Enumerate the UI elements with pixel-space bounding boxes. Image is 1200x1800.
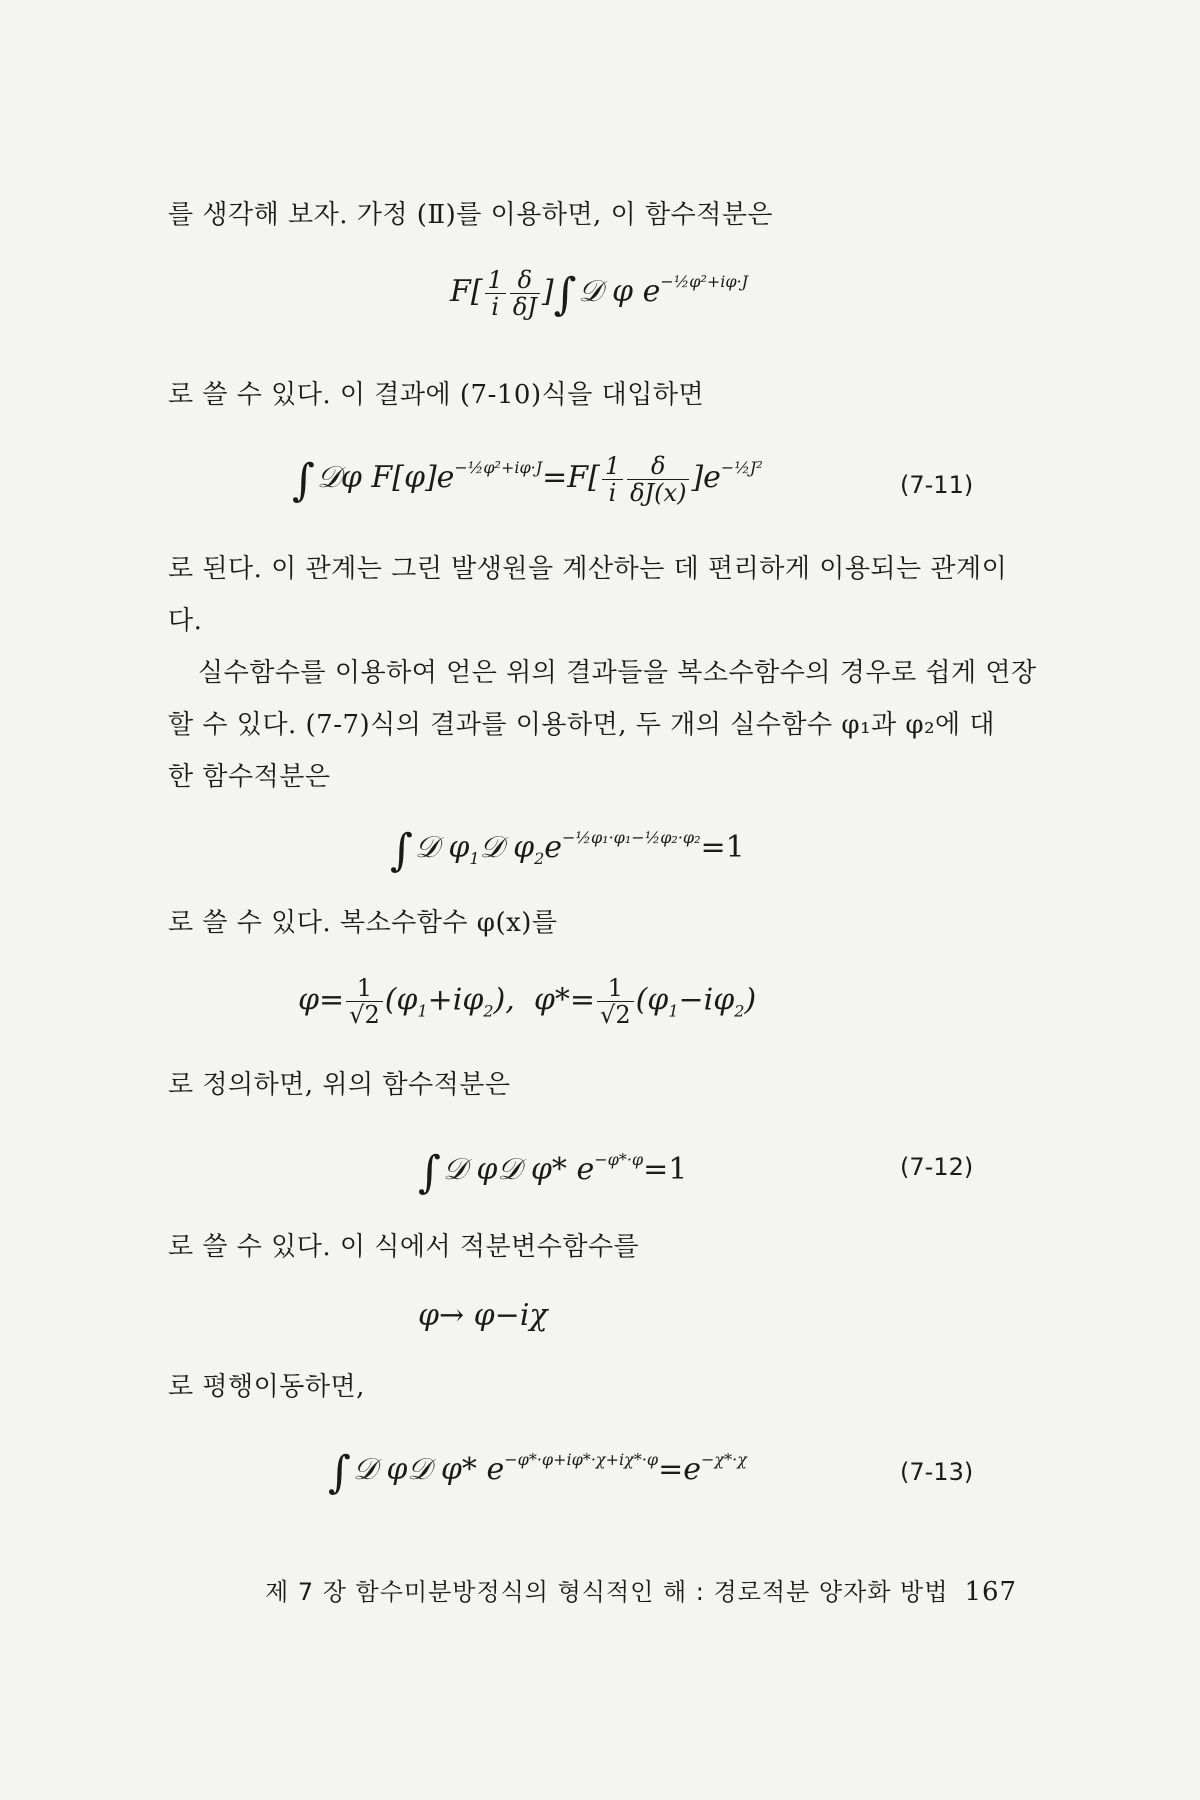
equation-7-11: ∫𝒟φ $F[\varphi]e^{-\frac{1}{2}\varphi^2+i\varphi\cdot J}=F$[ $\frac{1}{i}$ $\frac{\delta}{\delta J(x)}$ ]$e^{-\frac{1}{2}J^2}$ xyxy=(292,451,763,507)
paragraph-line: 로 쓸 수 있다. 이 결과에 (7-10)식을 대입하면 xyxy=(168,380,705,410)
running-chapter-title: 제 7 장 함수미분방정식의 형식적인 해 : 경로적분 양자화 방법 xyxy=(265,1578,949,1606)
paragraph-line: 로 쓸 수 있다. 이 식에서 적분변수함수를 xyxy=(168,1232,640,1262)
equation-real-normalization: ∫𝒟 $\varphi_1𝒟$ $\varphi_2e^{-\frac{1}{2}\varphi_1\cdot\varphi_1-\frac{1}{2}\varphi_2\cdot\varphi_2}=1$ xyxy=(390,825,745,876)
paragraph-line: 한 함수적분은 xyxy=(168,762,331,792)
equation-complex-definition: φ= $\frac{1}{√2}$ $(\varphi_1+i\varphi_2)$, φ*= $\frac{1}{√2}$ $(\varphi_1-i\varphi_2)$ xyxy=(298,974,757,1029)
equation-shift: φ→ φ−iχ xyxy=(418,1298,548,1333)
page-number: 167 xyxy=(964,1577,1018,1607)
paragraph-line: 로 평행이동하면, xyxy=(168,1372,365,1402)
paragraph-line: 다. xyxy=(168,606,203,636)
paragraph-line: 할 수 있다. (7-7)식의 결과를 이용하면, 두 개의 실수함수 φ₁과 φ₂에 대 xyxy=(168,710,996,740)
paragraph-line: 를 생각해 보자. 가정 (Ⅱ)를 이용하면, 이 함수적분은 xyxy=(168,200,774,230)
paragraph-line: 로 쓸 수 있다. 복소수함수 φ(x)를 xyxy=(168,908,558,938)
equation-number: (7-12) xyxy=(900,1153,974,1181)
equation-7-13: ∫𝒟 φ𝒟 φ* $e^{-\varphi*\cdot\varphi+i\varphi*\cdot\chi+i\chi*\cdot\varphi}=e^{-\chi*\cdot\chi}$ xyxy=(328,1447,747,1498)
paragraph-line: 실수함수를 이용하여 얻은 위의 결과들을 복소수함수의 경우로 쉽게 연장 xyxy=(198,658,1037,688)
equation-7-12: ∫𝒟 φ𝒟 φ* $e^{-\varphi*\cdot\varphi}=1$ xyxy=(418,1147,688,1198)
equation-number: (7-11) xyxy=(900,471,974,499)
equation-number: (7-13) xyxy=(900,1458,974,1486)
equation-functional-form: F[ $\frac{1}{i}$ $\frac{\delta}{\delta J}$ ]∫𝒟 φ $e^{-\frac{1}{2}\varphi^2+i\varphi\cdot J}$ xyxy=(450,265,749,321)
page-footer xyxy=(265,1575,1017,1609)
paragraph-line: 로 정의하면, 위의 함수적분은 xyxy=(168,1070,511,1100)
paragraph-line: 로 된다. 이 관계는 그린 발생원을 계산하는 데 편리하게 이용되는 관계이 xyxy=(168,554,1008,584)
